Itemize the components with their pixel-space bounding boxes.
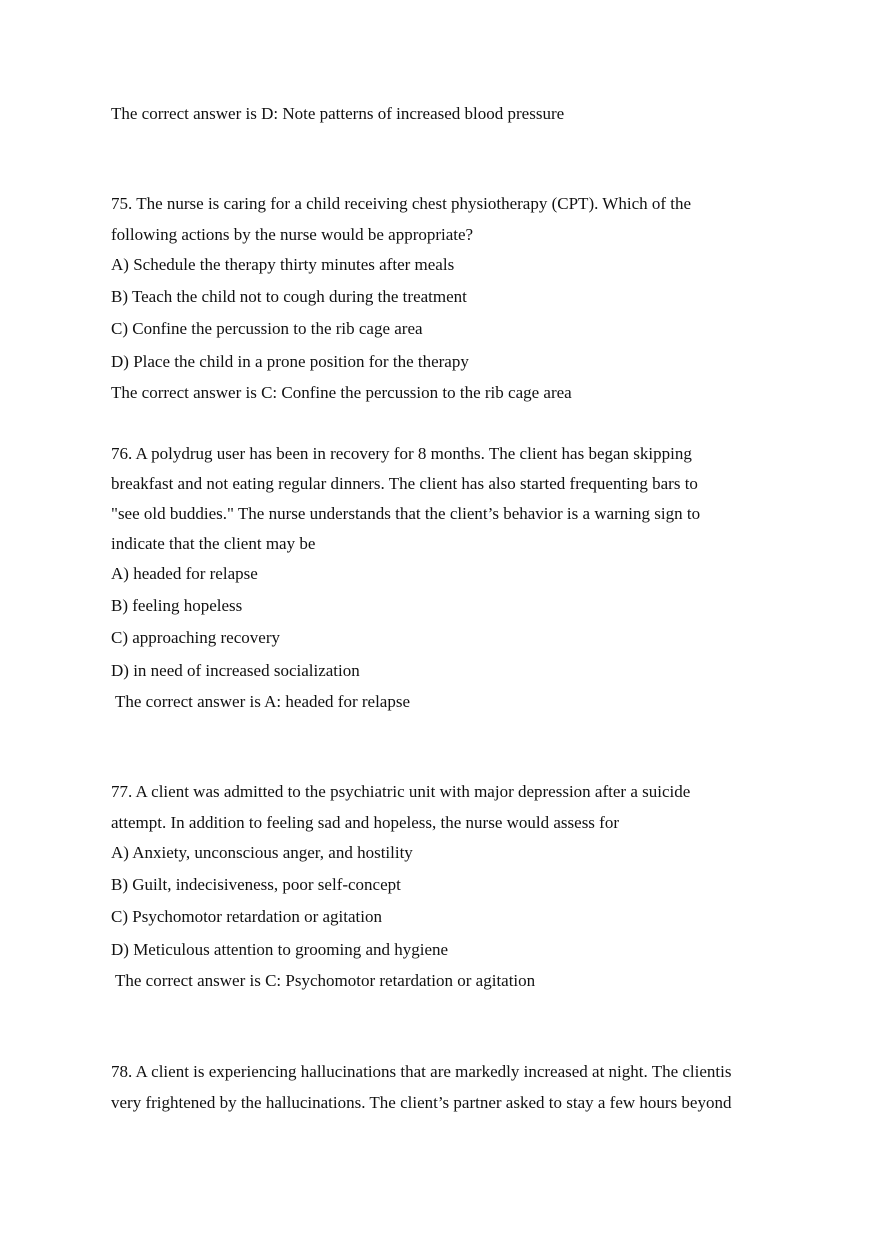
question-77-option-c: C) Psychomotor retardation or agitation xyxy=(111,907,382,926)
question-76-option-b: B) feeling hopeless xyxy=(111,596,243,615)
question-77-option-d: D) Meticulous attention to grooming and hygiene xyxy=(111,940,449,959)
question-77-option-b: B) Guilt, indecisiveness, poor self-concept xyxy=(111,875,401,894)
question-75-option-c: C) Confine the percussion to the rib cage area xyxy=(111,319,423,338)
answer-74: The correct answer is D: Note patterns of increased blood pressure xyxy=(111,104,565,123)
question-76-answer: The correct answer is A: headed for relapse xyxy=(115,692,411,711)
question-76-option-d: D) in need of increased socialization xyxy=(111,661,360,680)
question-77-answer: The correct answer is C: Psychomotor retardation or agitation xyxy=(115,971,536,990)
question-77-stem-line-1: 77. A client was admitted to the psychiatric unit with major depression after a suicide xyxy=(111,782,691,801)
question-77-option-a: A) Anxiety, unconscious anger, and hostility xyxy=(111,843,413,862)
question-78-stem-line-1: 78. A client is experiencing hallucinations that are markedly increased at night. The clientis xyxy=(111,1062,732,1081)
question-75-option-d: D) Place the child in a prone position for the therapy xyxy=(111,352,469,371)
question-76-stem-line-1: 76. A polydrug user has been in recovery for 8 months. The client has began skipping xyxy=(111,444,692,463)
question-75-option-a: A) Schedule the therapy thirty minutes after meals xyxy=(111,255,455,274)
question-76-stem-line-3: "see old buddies." The nurse understands that the client’s behavior is a warning sign to xyxy=(111,504,701,523)
question-75-option-b: B) Teach the child not to cough during the treatment xyxy=(111,287,467,306)
question-77-stem-line-2: attempt. In addition to feeling sad and hopeless, the nurse would assess for xyxy=(111,813,619,832)
question-76-option-c: C) approaching recovery xyxy=(111,628,280,647)
question-78-stem-line-2: very frightened by the hallucinations. The client’s partner asked to stay a few hours beyond xyxy=(111,1093,732,1112)
question-75-stem-line-1: 75. The nurse is caring for a child receiving chest physiotherapy (CPT). Which of the xyxy=(111,194,692,213)
question-75-stem-line-2: following actions by the nurse would be appropriate? xyxy=(111,225,474,244)
question-76-stem-line-4: indicate that the client may be xyxy=(111,534,316,553)
question-76-option-a: A) headed for relapse xyxy=(111,564,258,583)
question-75-answer: The correct answer is C: Confine the percussion to the rib cage area xyxy=(111,383,572,402)
question-76-stem-line-2: breakfast and not eating regular dinners. The client has also started frequenting bars to xyxy=(111,474,698,493)
